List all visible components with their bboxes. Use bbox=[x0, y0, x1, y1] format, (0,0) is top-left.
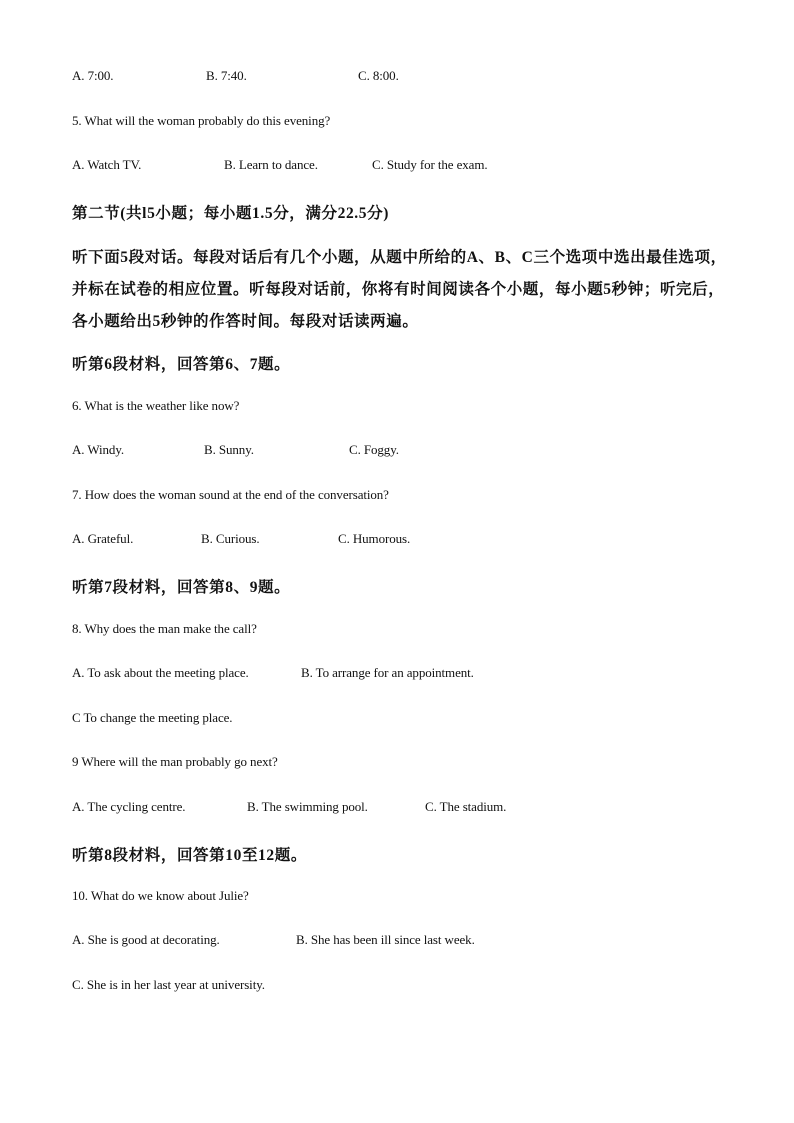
q6-option-c: C. Foggy. bbox=[349, 442, 399, 457]
q7-option-c: C. Humorous. bbox=[338, 531, 411, 546]
instruction-line-3: 各小题给出5秒钟的作答时间。每段对话读两遍。 bbox=[72, 313, 419, 330]
q8-option-c: C To change the meeting place. bbox=[72, 710, 233, 725]
q9-option-b: B. The swimming pool. bbox=[247, 799, 368, 814]
q8-option-a: A. To ask about the meeting place. bbox=[72, 665, 249, 680]
q7-option-b: B. Curious. bbox=[201, 531, 260, 546]
q6-option-b: B. Sunny. bbox=[204, 442, 254, 457]
q5-option-c: C. Study for the exam. bbox=[372, 157, 488, 172]
q5-question: 5. What will the woman probably do this evening? bbox=[72, 113, 331, 128]
q10-question: 10. What do we know about Julie? bbox=[72, 888, 249, 903]
q8-option-b: B. To arrange for an appointment. bbox=[301, 665, 474, 680]
q4-option-b: B. 7:40. bbox=[206, 68, 247, 83]
q8-question: 8. Why does the man make the call? bbox=[72, 621, 257, 636]
q10-option-b: B. She has been ill since last week. bbox=[296, 932, 475, 947]
q10-option-c: C. She is in her last year at university. bbox=[72, 977, 265, 992]
section-title: 第二节(共l5小题；每小题1.5分，满分22.5分) bbox=[72, 205, 389, 222]
instruction-line-2: 并标在试卷的相应位置。听每段对话前，你将有时间阅读各个小题，每小题5秒钟；听完后， bbox=[72, 281, 725, 298]
q7-question: 7. How does the woman sound at the end of the conversation? bbox=[72, 487, 389, 502]
q10-option-a: A. She is good at decorating. bbox=[72, 932, 220, 947]
q4-option-c: C. 8:00. bbox=[358, 68, 399, 83]
q6-question: 6. What is the weather like now? bbox=[72, 398, 240, 413]
q9-option-a: A. The cycling centre. bbox=[72, 799, 186, 814]
q6-option-a: A. Windy. bbox=[72, 442, 125, 457]
q9-question: 9 Where will the man probably go next? bbox=[72, 754, 278, 769]
material-7-heading: 听第7段材料，回答第8、9题。 bbox=[72, 579, 291, 596]
q9-option-c: C. The stadium. bbox=[425, 799, 507, 814]
material-8-heading: 听第8段材料，回答第10至12题。 bbox=[72, 847, 307, 864]
q7-option-a: A. Grateful. bbox=[72, 531, 134, 546]
q5-option-a: A. Watch TV. bbox=[72, 157, 142, 172]
q4-option-a: A. 7:00. bbox=[72, 68, 114, 83]
material-6-heading: 听第6段材料，回答第6、7题。 bbox=[72, 356, 291, 373]
instruction-line-1: 听下面5段对话。每段对话后有几个小题，从题中所给的A、B、C三个选项中选出最佳选项， bbox=[72, 249, 727, 266]
q5-option-b: B. Learn to dance. bbox=[224, 157, 318, 172]
